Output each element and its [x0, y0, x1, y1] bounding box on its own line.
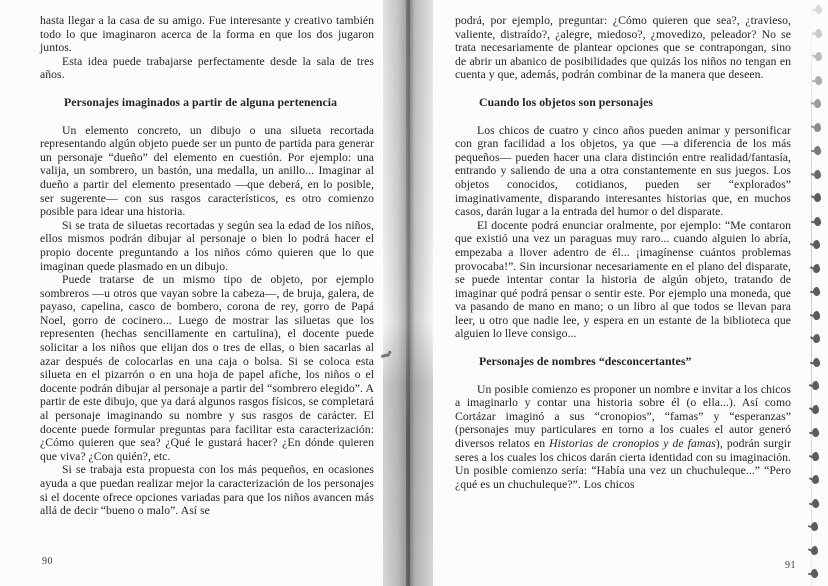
edge-ink-mark: [811, 451, 819, 461]
book-title-italic: Historias de cronopios y de famas: [549, 437, 716, 451]
text-run: Personajes de nombres “desconcertantes”: [479, 354, 692, 369]
section-heading: [455, 96, 791, 110]
left-page-text-column: [40, 14, 374, 518]
right-page-number: 91: [785, 560, 796, 571]
edge-ink-mark: [813, 240, 821, 250]
paragraph: [455, 383, 791, 492]
edge-ink-mark: [812, 357, 821, 367]
paragraph: [455, 14, 791, 82]
edge-ink-mark: [814, 75, 823, 85]
edge-ink-mark: [811, 522, 819, 532]
edge-ink-mark: [813, 145, 822, 155]
edge-ink-mark: [811, 498, 820, 508]
paragraph: [40, 463, 374, 517]
text-run: Si se trata de siluetas recortadas y según sea la edad de los niños, ellos mismos podrán dibujar al personaje o bien lo podrá hacer el propio docente preguntando a los niños cómo quieren que lo que imaginan quede plasmado en un dibujo.: [40, 218, 374, 273]
text-run: Personajes imaginados a partir de alguna pertenencia: [64, 94, 338, 109]
edge-ink-mark: [814, 4, 823, 14]
text-run: Esta idea puede trabajarse perfectamente desde la sala de tres años.: [40, 54, 374, 82]
edge-ink-mark: [812, 405, 819, 414]
text-run: podrá, por ejemplo, preguntar: ¿Cómo quieren que sea?, ¿travieso, valiente, distraído?, ¿alegre, miedoso?, ¿movedizo, peleador? No se trata necesariamente de plantear opciones que se contrapongan, sino de abrir un abanico de posibilidades que quizás los niños no tengan en cuenta y que, además, podrán combinar de la manera que deseen.: [455, 14, 791, 82]
edge-ink-mark: [812, 475, 819, 484]
page-edge-artifacts: [806, 0, 828, 586]
section-heading: [455, 355, 791, 369]
text-run: Cuando los objetos son personajes: [479, 94, 654, 109]
edge-ink-mark: [811, 546, 818, 555]
edge-ink-mark: [813, 334, 820, 343]
paragraph: [40, 124, 374, 219]
text-run: Los chicos de cuatro y cinco años pueden animar y personificar con gran facilidad a los objetos, ya que —a diferencia de los más pequeños— pueden hacer una clara distinción entre realidad/fantasía, entrando y saliendo de una a otra constantemente en sus juegos. Los objetos conocidos, cotidianos, pueden ser “explorados” imaginativamente, disparando interesantes historias que, en muchos casos, darán lugar a la entrada del humor o del disparate.: [455, 123, 791, 219]
edge-ink-mark: [813, 169, 821, 179]
paragraph: [455, 124, 791, 219]
edge-ink-mark: [813, 264, 820, 273]
edge-ink-mark: [811, 427, 820, 437]
edge-ink-mark: [812, 381, 820, 391]
paragraph: [40, 219, 374, 273]
edge-ink-mark: [812, 310, 820, 320]
paragraph: [40, 55, 374, 82]
text-run: Un elemento concreto, un dibujo o una silueta recortada representando algún objeto puede ser un punto de partida para generar un personaje “dueño” del elemento en cuestión. Por ejemplo: una valija, un sombrero, un bastón, una medalla, un anillo... Imaginar al dueño a partir del elemento presentado —que deberá, en lo posible, ser sugerente— con sus rasgos característicos, es otro comienzo posible para idear una historia.: [40, 123, 374, 219]
text-run: ), podrán surgir seres a los cuales los chicos darán cierta identidad con su imaginación. Un posible comienzo sería: “Había una vez un chuchuleque...” “Pero ¿qué es un chuchuleque?”. Los chicos: [455, 437, 792, 491]
paragraph: [455, 219, 791, 341]
text-run: Puede tratarse de un mismo tipo de objeto, por ejemplo sombreros —u otros que vayan sobre la cabeza—, de bruja, galera, de payaso, capelina, casco de bombero, corona de rey, gorro de Papá Noel, gorro de cocinero... Luego de mostrar las siluetas que los representen (hechas sencillamente en cartulina), el docente puede solicitar a los niños que elijan dos o tres de ellas, o bien sacarlas al azar después de colocarlas en una caja o bolsa. Si se coloca esta silueta en el pizarrón o en una hoja de papel afiche, los niños o el docente podrán dibujar al personaje a partir del “sombrero elegido”. A partir de este dibujo, que ya dará algunos rasgos físicos, se completará al personaje imaginando su nombre y sus rasgos de carácter. El docente puede formular preguntas para facilitar esta caracterización: ¿Cómo quieren que sea? ¿Qué le gustará hacer? ¿En dónde quieren que viva? ¿Con quién?, etc.: [40, 273, 374, 463]
edge-ink-mark: [814, 123, 821, 132]
paragraph: [40, 14, 374, 55]
text-run: Si se trabaja esta propuesta con los más pequeños, en ocasiones ayuda a que puedan realizar mejor la caracterización de los personajes si el docente ofrece opciones variadas para que los niños avancen más allá de decir “bueno o malo”. Así se: [40, 463, 374, 518]
paragraph: [40, 273, 374, 463]
book-gutter-spine-line: [406, 0, 410, 586]
text-run: hasta llegar a la casa de su amigo. Fue interesante y creativo también todo lo que imaginaron acerca de la forma en que los dos jugaron juntos.: [40, 14, 374, 55]
left-page-number: 90: [42, 556, 53, 567]
text-run: Un posible comienzo es proponer un nombre e invitar a los chicos a imaginarlo y contar una historia sobre él (o ella...). Así como Cortázar imaginó a sus “cronopios”, “famas” y “esperanzas” (personajes muy particulares en torno a los cuales el autor generó diversos relatos en: [455, 382, 791, 451]
edge-ink-mark: [814, 193, 821, 202]
edge-ink-mark: [815, 52, 822, 61]
edge-ink-mark: [814, 99, 822, 109]
section-heading: [40, 96, 374, 110]
edge-ink-mark: [812, 286, 821, 296]
edge-ink-mark: [814, 28, 822, 38]
text-run: El docente podrá enunciar oralmente, por ejemplo: “Me contaron que existió una vez un paraguas muy raro... cuando alguien lo abría, empezaba a llover adentro de él... ¡imagínense cuántos problemas provocaba!”. Sin incursionar necesariamente en el plano del disparate, se puede intentar contar la historia de algún objeto, tratando de imaginar qué podrá pensar o sentir este. Por ejemplo una moneda, que va pasando de mano en mano; o un libro al que todos se llevan para leer, u otro que nadie lee, y espera en un estante de la biblioteca que alguien lo lleve consigo...: [455, 218, 791, 341]
right-page-text-column: [455, 14, 791, 491]
edge-ink-mark: [810, 568, 819, 578]
edge-ink-mark: [813, 216, 822, 226]
